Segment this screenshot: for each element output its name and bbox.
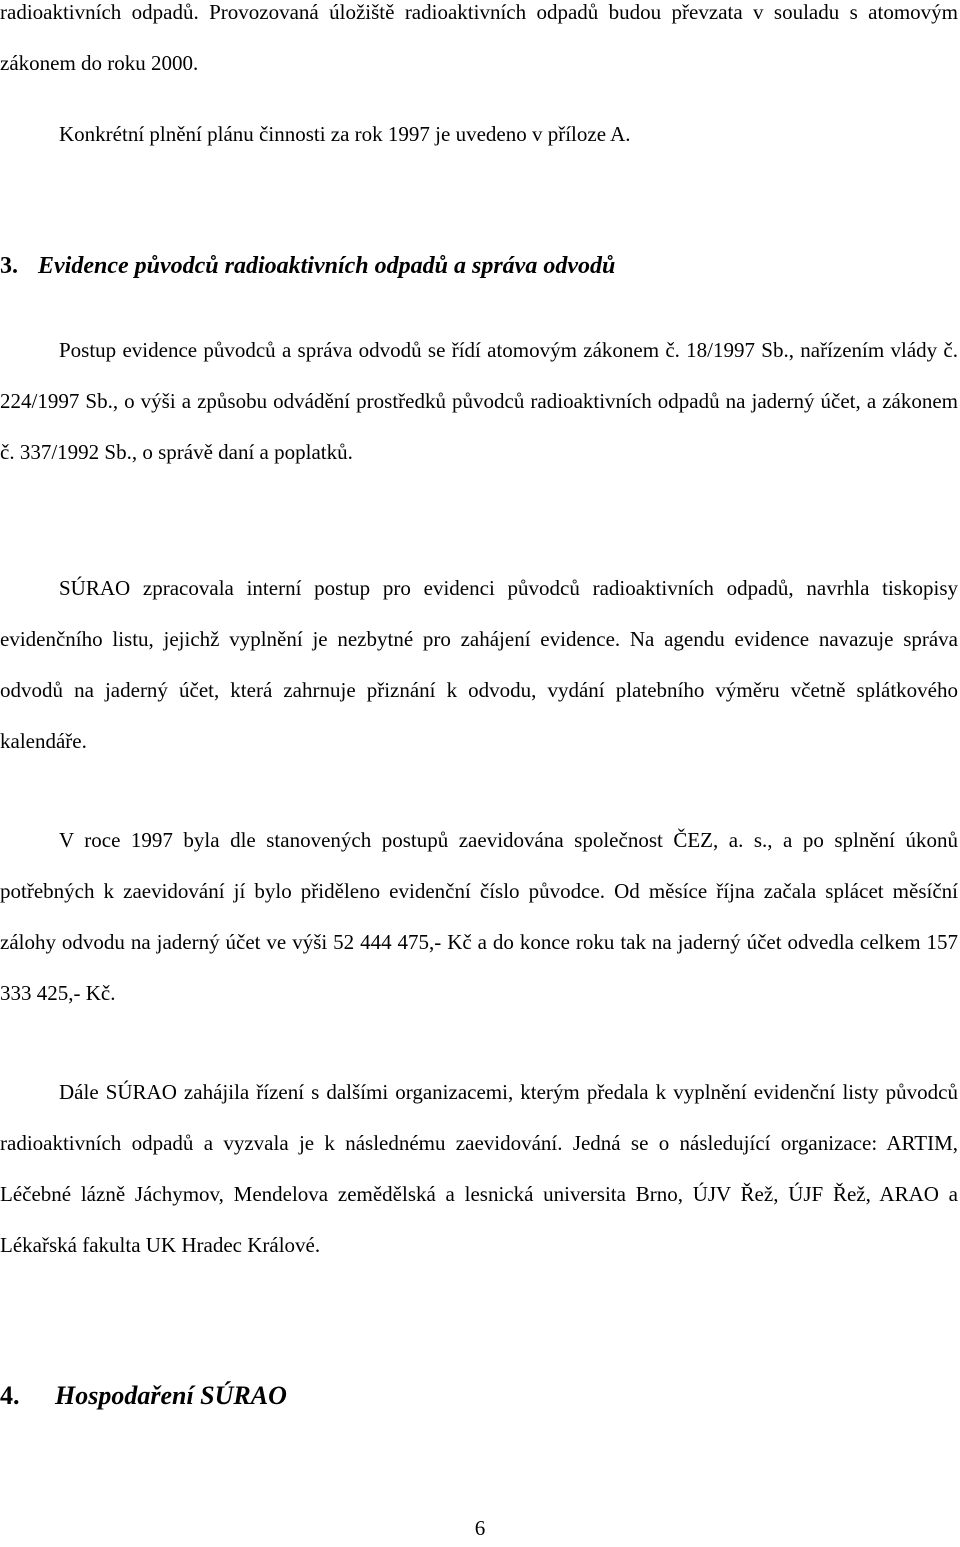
section-4-title: Hospodaření SÚRAO [55, 1381, 287, 1410]
paragraph-organizations-text: Dále SÚRAO zahájila řízení s dalšími organizacemi, kterým předala k vyplnění evidenční listy původců radioaktivních odpadů a vyzvala je k následnému zaevidování. Jedná se o následující organizace: ARTIM, Léčebné lázně Jáchymov, Mendelova zemědělská a lesnická universita Brno, ÚJV Řež, ÚJF Řež, ARAO a Lékařská fakulta UK Hradec Králové. [0, 1080, 958, 1257]
paragraph-plan-text: Konkrétní plnění plánu činnosti za rok 1997 je uvedeno v příloze A. [59, 122, 631, 146]
paragraph-surao-internal [0, 563, 958, 767]
paragraph-procedure-text: Postup evidence původců a správa odvodů se řídí atomovým zákonem č. 18/1997 Sb., nařízením vlády č. 224/1997 Sb., o výši a způsobu odvádění prostředků původců radioaktivních odpadů na jaderný účet, a zákonem č. 337/1992 Sb., o správě daní a poplatků. [0, 338, 958, 464]
section-4-heading [0, 1381, 287, 1411]
section-3-number: 3. [0, 253, 18, 279]
paragraph-cez [0, 815, 958, 1019]
section-3-title: Evidence původců radioaktivních odpadů a správa odvodů [38, 253, 616, 279]
page-number: 6 [474, 1516, 486, 1540]
paragraph-intro-text: radioaktivních odpadů. Provozovaná úložiště radioaktivních odpadů budou převzata v souladu s atomovým zákonem do roku 2000. [0, 0, 958, 75]
section-3-heading [0, 251, 615, 281]
paragraph-organizations [0, 1067, 958, 1271]
paragraph-surao-internal-text: SÚRAO zpracovala interní postup pro evidenci původců radioaktivních odpadů, navrhla tiskopisy evidenčního listu, jejichž vyplnění je nezbytné pro zahájení evidence. Na agendu evidence navazuje správa odvodů na jaderný účet, která zahrnuje přiznání k odvodu, vydání platebního výměru včetně splátkového kalendáře. [0, 576, 958, 753]
paragraph-procedure [0, 325, 958, 478]
paragraph-cez-text: V roce 1997 byla dle stanovených postupů zaevidována společnost ČEZ, a. s., a po splnění úkonů potřebných k zaevidování jí bylo přiděleno evidenční číslo původce. Od měsíce října začala splácet měsíční zálohy odvodu na jaderný účet ve výši 52 444 475,- Kč a do konce roku tak na jaderný účet odvedla celkem 157 333 425,- Kč. [0, 828, 958, 1005]
paragraph-plan [0, 109, 958, 160]
paragraph-intro [0, 0, 958, 89]
section-4-number: 4. [0, 1381, 20, 1410]
